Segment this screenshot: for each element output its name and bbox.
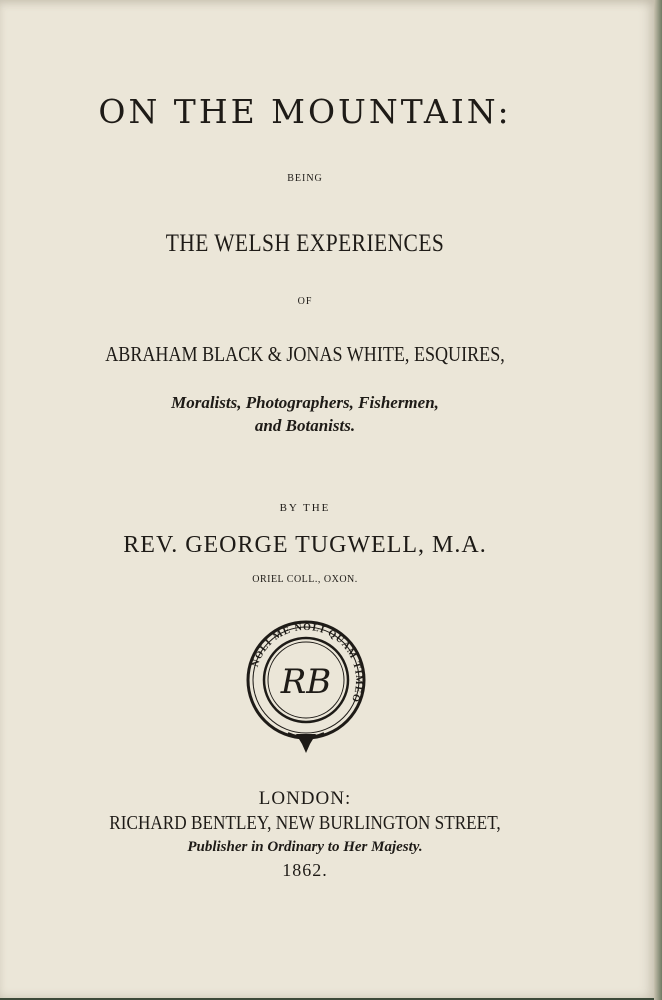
author-college: ORIEL COLL., OXON. [252,574,358,585]
publisher-seal-icon [244,613,368,753]
imprint-publisher: RICHARD BENTLEY, NEW BURLINGTON STREET, [109,812,501,834]
page-edge [654,0,662,1000]
seal-motto: NOLI ME NOLI QUAM TIMEO [249,621,365,705]
book-subtitle: THE WELSH EXPERIENCES [165,230,445,257]
professions-line-1: Moralists, Photographers, Fishermen, [171,393,439,412]
professions-line-2: and Botanists. [254,416,356,435]
imprint-appointment: Publisher in Ordinary to Her Majesty. [187,839,423,855]
imprint-city: LONDON: [258,788,352,809]
protagonist-names: ABRAHAM BLACK & JONAS WHITE, ESQUIRES, [105,342,505,366]
byline-label: BY THE [279,502,331,514]
publication-year: 1862. [282,860,328,880]
author-name: REV. GEORGE TUGWELL, M.A. [123,532,487,558]
book-title: ON THE MOUNTAIN: [98,92,512,131]
seal-monogram: RB [280,662,332,702]
of-label: OF [297,296,313,307]
being-label: BEING [287,173,323,184]
